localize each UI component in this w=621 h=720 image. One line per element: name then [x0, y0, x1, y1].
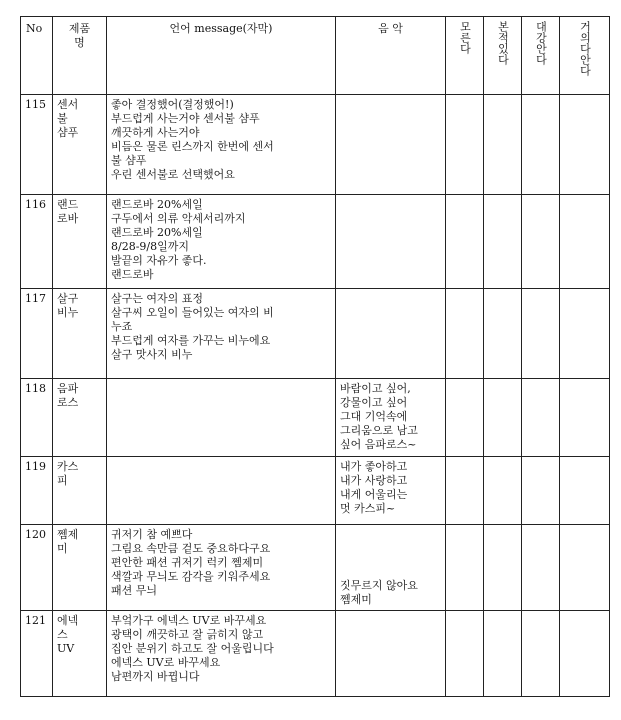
check-dont-know[interactable]	[446, 289, 484, 379]
check-partly[interactable]	[484, 525, 522, 611]
row-message: 부엌가구 에넥스 UV로 바꾸세요 광택이 깨끗하고 잘 긁히지 않고 집안 분위기 하고도 잘 어울립니다 에넥스 UV로 바꾸세요 남편까지 바뀝니다	[107, 611, 336, 697]
table-row	[21, 379, 610, 457]
check-dont-know[interactable]	[446, 195, 484, 289]
row-product: 쩸제 미	[53, 525, 107, 611]
check-almost-all[interactable]	[560, 611, 610, 697]
check-mostly[interactable]	[522, 379, 560, 457]
row-no: 116	[21, 195, 53, 289]
header-mostly-label: 대강안다	[534, 21, 548, 65]
check-almost-all[interactable]	[560, 525, 610, 611]
check-mostly[interactable]	[522, 525, 560, 611]
row-product: 카스 피	[53, 457, 107, 525]
check-mostly[interactable]	[522, 289, 560, 379]
table-row	[21, 195, 610, 289]
check-partly[interactable]	[484, 457, 522, 525]
row-music: 내가 좋아하고 내가 사랑하고 내게 어울리는 멋 카스피~	[336, 457, 446, 525]
check-dont-know[interactable]	[446, 457, 484, 525]
header-partly	[484, 17, 522, 95]
row-message: 살구는 여자의 표정 살구씨 오일이 들어있는 여자의 비 누죠 부드럽게 여자를 가꾸는 비누에요 살구 맛사지 비누	[107, 289, 336, 379]
row-music	[336, 289, 446, 379]
row-music: 짓무르지 않아요 쩸제미	[336, 525, 446, 611]
check-almost-all[interactable]	[560, 457, 610, 525]
row-no: 117	[21, 289, 53, 379]
row-product: 에넥 스 UV	[53, 611, 107, 697]
check-almost-all[interactable]	[560, 195, 610, 289]
row-music	[336, 195, 446, 289]
check-dont-know[interactable]	[446, 95, 484, 195]
row-message: 좋아 결정했어(결정했어!) 부드럽게 사는거야 센서불 샴푸 깨끗하게 사는거야 비듬은 물론 린스까지 한번에 센서 불 샴푸 우린 센서불로 선택했어요	[107, 95, 336, 195]
check-almost-all[interactable]	[560, 289, 610, 379]
check-partly[interactable]	[484, 195, 522, 289]
table-row	[21, 289, 610, 379]
row-product: 랜드 로바	[53, 195, 107, 289]
check-dont-know[interactable]	[446, 525, 484, 611]
check-partly[interactable]	[484, 289, 522, 379]
row-music: 바람이고 싶어, 강물이고 싶어 그대 기억속에 그리움으로 남고 싶어 음파로스~	[336, 379, 446, 457]
row-no: 119	[21, 457, 53, 525]
header-almost-all-label: 거의다안다	[578, 21, 592, 76]
row-message	[107, 379, 336, 457]
check-partly[interactable]	[484, 95, 522, 195]
row-no: 120	[21, 525, 53, 611]
check-almost-all[interactable]	[560, 95, 610, 195]
row-no: 115	[21, 95, 53, 195]
check-partly[interactable]	[484, 379, 522, 457]
table-row	[21, 611, 610, 697]
row-product: 음파 로스	[53, 379, 107, 457]
row-music	[336, 95, 446, 195]
header-mostly	[522, 17, 560, 95]
check-mostly[interactable]	[522, 95, 560, 195]
check-almost-all[interactable]	[560, 379, 610, 457]
survey-table	[20, 16, 610, 697]
check-mostly[interactable]	[522, 457, 560, 525]
row-music	[336, 611, 446, 697]
row-message: 귀저기 참 예쁘다 그림요 속만큼 겉도 중요하다구요 편안한 패션 귀저기 럭키 쩸제미 색깔과 무늬도 감각을 키워주세요 패션 무늬	[107, 525, 336, 611]
row-product: 센서 불 샴푸	[53, 95, 107, 195]
header-partly-label: 본적있다	[496, 21, 510, 65]
check-partly[interactable]	[484, 611, 522, 697]
row-message: 랜드로바 20%세일 구두에서 의류 악세서리까지 랜드로바 20%세일 8/28-9/8일까지 발끝의 자유가 좋다. 랜드로바	[107, 195, 336, 289]
check-dont-know[interactable]	[446, 379, 484, 457]
check-dont-know[interactable]	[446, 611, 484, 697]
header-music: 음 악	[336, 17, 446, 95]
header-dont-know-label: 모른다	[458, 21, 472, 54]
header-no: No	[21, 17, 53, 95]
row-message	[107, 457, 336, 525]
check-mostly[interactable]	[522, 195, 560, 289]
header-dont-know	[446, 17, 484, 95]
header-almost-all	[560, 17, 610, 95]
row-no: 118	[21, 379, 53, 457]
header-row	[21, 17, 610, 95]
check-mostly[interactable]	[522, 611, 560, 697]
row-no: 121	[21, 611, 53, 697]
row-product: 살구 비누	[53, 289, 107, 379]
header-message: 언어 message(자막)	[107, 17, 336, 95]
table-row	[21, 95, 610, 195]
table-row	[21, 457, 610, 525]
header-product: 제품 명	[53, 17, 107, 95]
table-row	[21, 525, 610, 611]
